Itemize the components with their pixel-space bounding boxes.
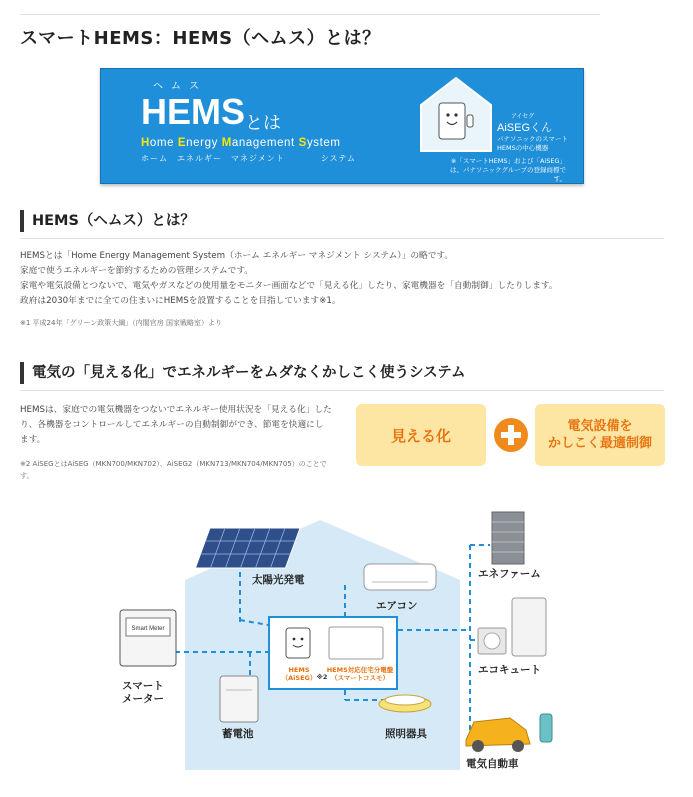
section-heading-visualization: 電気の「見える化」でエネルギーをムダなくかしこく使うシステム bbox=[20, 362, 466, 384]
enefarm-label: エネファーム bbox=[478, 568, 541, 580]
banner-towa: とは bbox=[245, 113, 281, 134]
section-heading-what-is-hems: HEMS（ヘムス）とは？ bbox=[20, 210, 195, 232]
section-divider bbox=[20, 390, 664, 391]
section2-body: HEMSは、家庭での電気機器をつないでエネルギー使用状況を「見える化」したり、各機器をコントロールしてエネルギーの自動制御ができ、節電を快適にします。 bbox=[20, 405, 332, 445]
aiseg-name: AiSEGくん bbox=[497, 122, 553, 134]
electric-car-icon bbox=[466, 714, 552, 752]
trademark-note: ※「スマートHEMS」および「AiSEG」は、パナソニックグループの登録商標です。 bbox=[449, 157, 566, 183]
lighting-icon bbox=[379, 695, 431, 712]
hems-aiseg-label: HEMS （AiSEG） bbox=[281, 666, 317, 682]
section1-body bbox=[20, 249, 558, 309]
body-line: 家電や電気設備とつないで、電気やガスなどの使用量をモニター画面などで「見える化」したり、家電機器を「自動制御」したりします。 bbox=[20, 281, 558, 291]
body-line: 政府は2030年までに全ての住まいにHEMSを設置することを目指しています※1。 bbox=[20, 296, 341, 306]
lighting-label: 照明器具 bbox=[385, 728, 427, 740]
battery-icon bbox=[220, 676, 258, 722]
aiseg-device-icon bbox=[284, 626, 314, 662]
hems-banner bbox=[100, 68, 584, 184]
panel-label: HEMS対応住宅分電盤 （スマートコスモ） bbox=[326, 666, 394, 682]
ev-label: 電気自動車 bbox=[466, 758, 519, 770]
enefarm-icon bbox=[492, 512, 524, 564]
banner-katakana: ホーム エネルギー マネジメント システム bbox=[141, 154, 356, 163]
aiseg-description: パナソニックのスマートHEMSの中心機器 bbox=[497, 135, 568, 152]
ecocute-icon bbox=[478, 598, 546, 656]
solar-panel-icon bbox=[195, 528, 300, 568]
visualization-pill: 見える化 bbox=[356, 404, 486, 466]
banner-english: Home Energy Management System bbox=[141, 137, 341, 149]
footnote-1: ※1 平成24年「グリーン政策大綱」（内閣官房 国家戦略室）より bbox=[20, 319, 223, 327]
distribution-panel-icon bbox=[328, 626, 384, 660]
section-divider bbox=[20, 238, 664, 239]
top-divider bbox=[20, 14, 600, 15]
body-line: HEMSとは「Home Energy Management System（ホーム エネルギー マネジメント システム）」の略です。 bbox=[20, 251, 454, 261]
battery-label: 蓄電池 bbox=[222, 728, 254, 740]
smart-meter-icon bbox=[120, 610, 176, 666]
smartmeter-label: スマート メーター bbox=[122, 680, 164, 705]
banner-hems: HEMS bbox=[141, 91, 246, 132]
page-title: スマートHEMS：HEMS（ヘムス）とは？ bbox=[20, 28, 381, 49]
note-mark: ※2 bbox=[316, 673, 328, 681]
optimal-control-pill: 電気設備を かしこく最適制御 bbox=[535, 404, 665, 466]
ecocute-label: エコキュート bbox=[478, 664, 541, 676]
aiseg-furigana: アイセグ bbox=[511, 113, 535, 120]
smart-meter-text: Smart Meter bbox=[131, 626, 165, 632]
solar-label: 太陽光発電 bbox=[252, 574, 305, 586]
footnote-2: ※2 AiSEGとはAiSEG（MKN700/MKN702）、AiSEG2（MKN713/MKN704/MKN705）のことです。 bbox=[20, 460, 327, 480]
aiseg-house-icon bbox=[419, 75, 493, 153]
aircon-icon bbox=[364, 564, 436, 590]
body-line: 家庭で使うエネルギーを節約するための管理システムです。 bbox=[20, 266, 253, 276]
aircon-label: エアコン bbox=[376, 600, 418, 612]
hems-center-box bbox=[268, 616, 398, 690]
banner-furigana: ヘムス bbox=[153, 81, 207, 92]
plus-icon bbox=[494, 418, 528, 452]
